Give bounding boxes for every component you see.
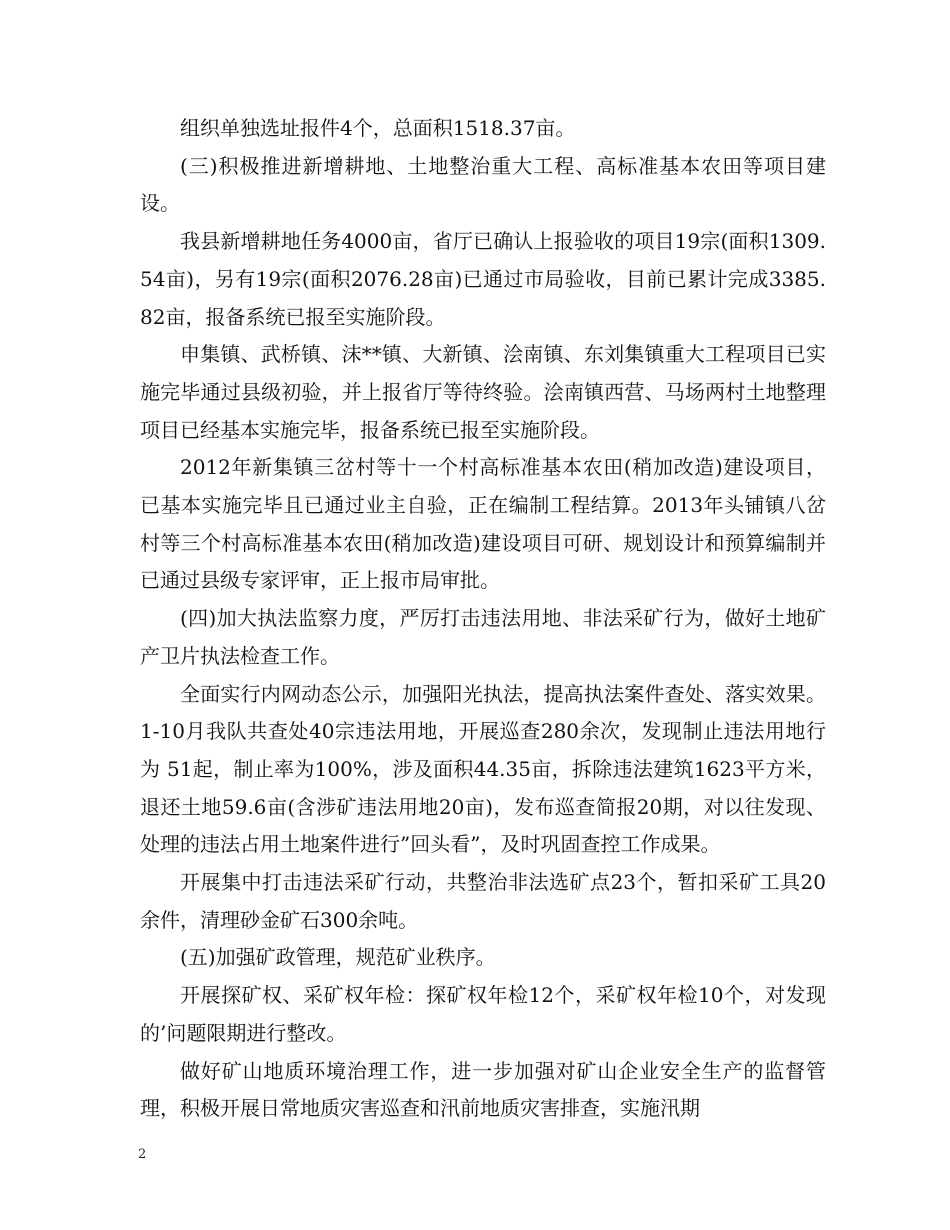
paragraph: 我县新增耕地任务4000亩，省厅已确认上报验收的项目19宗(面积1309.54亩)，另有19宗(面积2076.28亩)已通过市局验收，目前已累计完成3385.82亩，报备系统已报至实施阶段。 <box>140 229 826 329</box>
section-heading: (三)积极推进新增耕地、土地整治重大工程、高标准基本农田等项目建设。 <box>140 153 826 216</box>
paragraph: 做好矿山地质环境治理工作，进一步加强对矿山企业安全生产的监督管理，积极开展日常地质灾害巡查和汛前地质灾害排查，实施汛期 <box>140 1058 826 1121</box>
section-heading: (四)加大执法监察力度，严厉打击违法用地、非法采矿行为，做好土地矿产卫片执法检查工作。 <box>140 606 826 668</box>
page-number: 2 <box>138 1147 147 1162</box>
section-heading: (五)加强矿政管理，规范矿业秩序。 <box>180 945 496 970</box>
paragraph: 2012年新集镇三岔村等十一个村高标准基本农田(稍加改造)建设项目，已基本实施完毕且已通过业主自验，正在编制工程结算。2013年头铺镇八岔村等三个村高标准基本农田(稍加改造)建设项目可研、规划设计和预算编制并已通过县级专家评审，正上报市局审批。 <box>140 455 826 593</box>
paragraph: 组织单独选址报件4个，总面积1518.37亩。 <box>180 116 576 140</box>
paragraph: 全面实行内网动态公示，加强阳光执法，提高执法案件查处、落实效果。1-10月我队共查处40宗违法用地，开展巡查280余次，发现制止违法用地行为 51起，制止率为100%，涉及面积44.35亩，拆除违法建筑1623平方米，退还土地59.6亩(含涉矿违法用地20亩)，发布巡查简报20期，对以往发现、处理的违法占用土地案件进行”回头看”，及时巩固查控工作成果。 <box>140 681 826 857</box>
paragraph: 开展集中打击违法采矿行动，共整治非法选矿点23个，暂扣采矿工具20余件，清理砂金矿石300余吨。 <box>140 870 826 932</box>
paragraph: 开展探矿权、采矿权年检：探矿权年检12个，采矿权年检10个，对发现的’问题限期进行整改。 <box>140 983 826 1045</box>
paragraph: 申集镇、武桥镇、沫**镇、大新镇、浍南镇、东刘集镇重大工程项目已实施完毕通过县级初验，并上报省厅等待终验。浍南镇西营、马场两村土地整理项目已经基本实施完毕，报备系统已报至实施阶段。 <box>140 342 826 442</box>
document-body <box>140 110 826 1128</box>
